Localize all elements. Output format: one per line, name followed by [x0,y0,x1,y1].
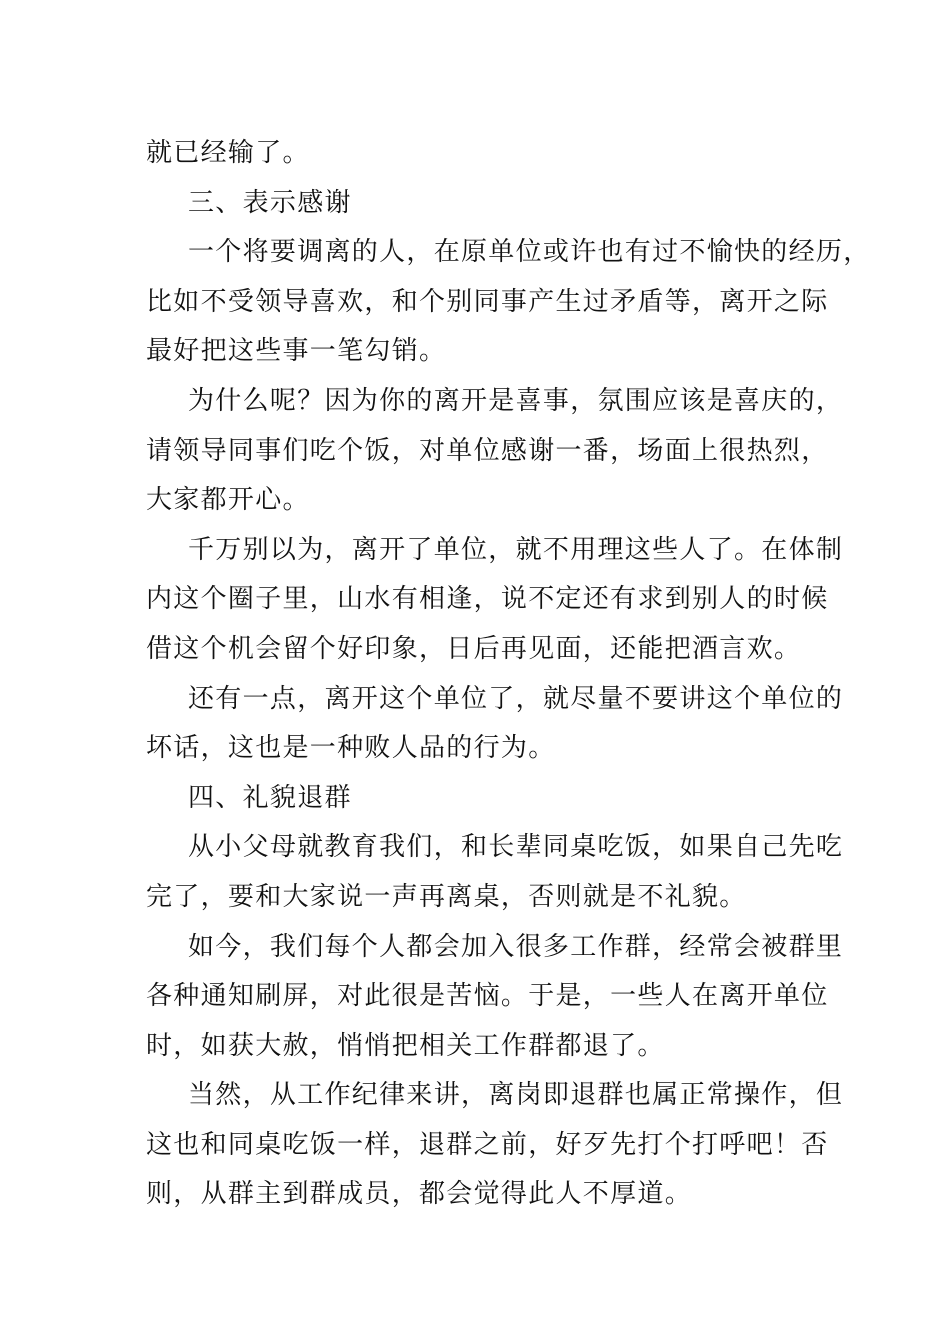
text-line: 完了，要和大家说一声再离桌，否则就是不礼貌。 [146,881,747,912]
text-line: 当然，从工作纪律来讲，离岗即退群也属正常操作，但 [188,1080,844,1111]
document-body [146,129,871,1220]
paragraph [146,526,844,675]
heading-text: 三、表示感谢 [188,187,352,218]
text-line: 内这个圈子里，山水有相逢，说不定还有求到别人的时候 [146,584,829,615]
paragraph [146,377,844,526]
text-line: 各种通知刷屏，对此很是苦恼。于是，一些人在离开单位 [146,981,829,1012]
section-heading-3 [146,179,826,229]
paragraph-continuation [146,129,826,179]
text-line: 还有一点，离开这个单位了，就尽量不要讲这个单位的 [188,683,844,714]
text-line: 就已经输了。 [146,138,310,168]
paragraph [146,1071,844,1220]
paragraph [146,675,844,774]
paragraph [146,923,844,1072]
text-line: 一个将要调离的人，在原单位或许也有过不愉快的经历， [188,237,871,268]
text-line: 这也和同桌吃饭一样，退群之前，好歹先打个打呼吧！否 [146,1129,829,1160]
text-line: 如今，我们每个人都会加入很多工作群，经常会被群里 [188,931,844,962]
text-line: 从小父母就教育我们，和长辈同桌吃饭，如果自己先吃 [188,832,844,863]
text-line: 则，从群主到群成员，都会觉得此人不厚道。 [146,1179,693,1210]
text-line: 请领导同事们吃个饭，对单位感谢一番，场面上很热烈， [146,435,829,466]
text-line: 比如不受领导喜欢，和个别同事产生过矛盾等，离开之际 [146,286,829,317]
text-line: 大家都开心。 [146,485,310,516]
text-line: 借这个机会留个好印象，日后再见面，还能把酒言欢。 [146,633,802,664]
paragraph [146,823,844,922]
heading-text: 四、礼貌退群 [188,782,352,813]
text-line: 为什么呢？因为你的离开是喜事，氛围应该是喜庆的， [188,385,844,416]
text-line: 时，如获大赦，悄悄把相关工作群都退了。 [146,1030,665,1061]
section-heading-4 [146,774,826,824]
text-line: 最好把这些事一笔勾销。 [146,336,447,367]
text-line: 千万别以为，离开了单位，就不用理这些人了。在体制 [188,534,844,565]
paragraph [146,228,871,377]
text-line: 坏话，这也是一种败人品的行为。 [146,733,556,764]
